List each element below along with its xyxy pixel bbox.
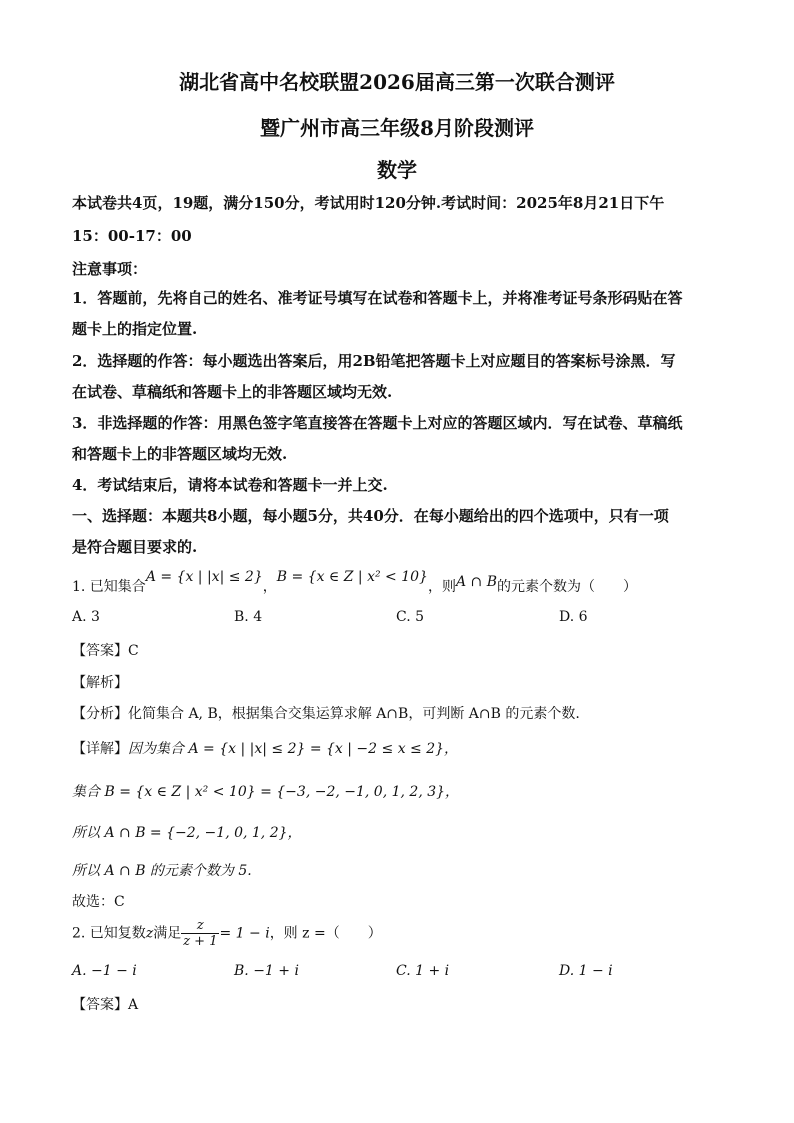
notice-heading: 注意事项：: [72, 260, 148, 278]
intro-line-2: 15：00-17：00: [72, 227, 192, 245]
notice-line: 题卡上的指定位置.: [72, 320, 198, 338]
notice-line: 4．考试结束后，请将本试卷和答题卡一并上交.: [72, 476, 388, 494]
q2-option-b: B. −1 + i: [234, 963, 299, 979]
subject-title: 数学: [377, 158, 417, 182]
question-2-stem: [72, 918, 382, 949]
q2-answer: 【答案】A: [72, 997, 139, 1013]
detail-line-1: 因为集合 A = {x | |x| ≤ 2} = {x | −2 ≤ x ≤ 2}，: [128, 741, 459, 757]
q1-option-c: C. 5: [396, 609, 425, 625]
q2-fraction-numerator: z: [181, 918, 219, 934]
q2-var-z: z: [145, 925, 154, 942]
q1-set-b: B = {x ∈ Z | x² < 10}: [276, 569, 428, 585]
q2-mid: 满足: [153, 925, 182, 942]
q1-answer: 【答案】C: [72, 643, 139, 659]
q1-detail-line-4: 所以 A ∩ B 的元素个数为 5.: [72, 863, 252, 879]
intro-line-1: 本试卷共4页，19题，满分150分，考试用时120分钟.考试时间：2025年8月21日下午: [72, 194, 665, 212]
q1-prefix: 1. 已知集合: [72, 579, 146, 595]
q1-then: ，则: [427, 579, 456, 595]
q1-analysis-heading: 【解析】: [72, 675, 128, 691]
detail-label: 【详解】: [72, 741, 128, 757]
q1-intersection: A ∩ B: [455, 574, 497, 590]
q1-detail-line-2: 集合 B = {x ∈ Z | x² < 10} = {−3, −2, −1, 0, 1, 2, 3}，: [72, 784, 460, 800]
q2-option-c: C. 1 + i: [396, 963, 450, 979]
q1-detail: [72, 738, 458, 758]
q1-option-a: A. 3: [72, 609, 100, 625]
exam-title: 湖北省高中名校联盟2026届高三第一次联合测评: [179, 70, 615, 94]
q2-option-d: D. 1 − i: [559, 963, 613, 979]
q1-option-d: D. 6: [559, 609, 588, 625]
q1-comma: ，: [262, 579, 277, 595]
q2-prefix: 2. 已知复数: [72, 925, 146, 942]
q1-detail-line-3: 所以 A ∩ B = {−2, −1, 0, 1, 2}，: [72, 825, 302, 841]
notice-line: 和答题卡上的非答题区域均无效.: [72, 445, 288, 463]
q1-option-b: B. 4: [234, 609, 263, 625]
q2-fraction-denominator: z + 1: [183, 934, 218, 949]
notice-line: 3．非选择题的作答：用黑色签字笔直接答在答题卡上对应的答题区域内．写在试卷、草稿纸: [72, 414, 683, 432]
notice-line: 在试卷、草稿纸和答题卡上的非答题区域均无效.: [72, 383, 393, 401]
q1-set-a: A = {x | |x| ≤ 2}: [145, 569, 263, 585]
q1-choose: 故选：C: [72, 894, 125, 910]
q1-analysis: [72, 703, 580, 723]
q2-fraction: [181, 918, 219, 949]
q2-rhs: = 1 − i: [219, 925, 270, 942]
q1-suffix: 的元素个数为（ ）: [496, 579, 637, 595]
section-heading-cont: 是符合题目要求的.: [72, 538, 198, 556]
analysis-label: 【分析】: [72, 706, 128, 722]
section-heading: 一、选择题：本题共8小题，每小题5分，共40分．在每小题给出的四个选项中，只有一项: [72, 507, 669, 525]
notice-line: 2．选择题的作答：每小题选出答案后，用2B铅笔把答题卡上对应题目的答案标号涂黑．写: [72, 352, 676, 370]
question-1-stem: [72, 569, 637, 596]
q2-option-a: A. −1 − i: [72, 963, 137, 979]
notice-line: 1．答题前，先将自己的姓名、准考证号填写在试卷和答题卡上，并将准考证号条形码贴在答: [72, 289, 683, 307]
analysis-text: 化简集合 A, B，根据集合交集运算求解 A∩B，可判断 A∩B 的元素个数.: [128, 706, 580, 722]
exam-subtitle: 暨广州市高三年级8月阶段测评: [260, 116, 534, 140]
q2-suffix: ，则 z =（ ）: [269, 925, 382, 942]
